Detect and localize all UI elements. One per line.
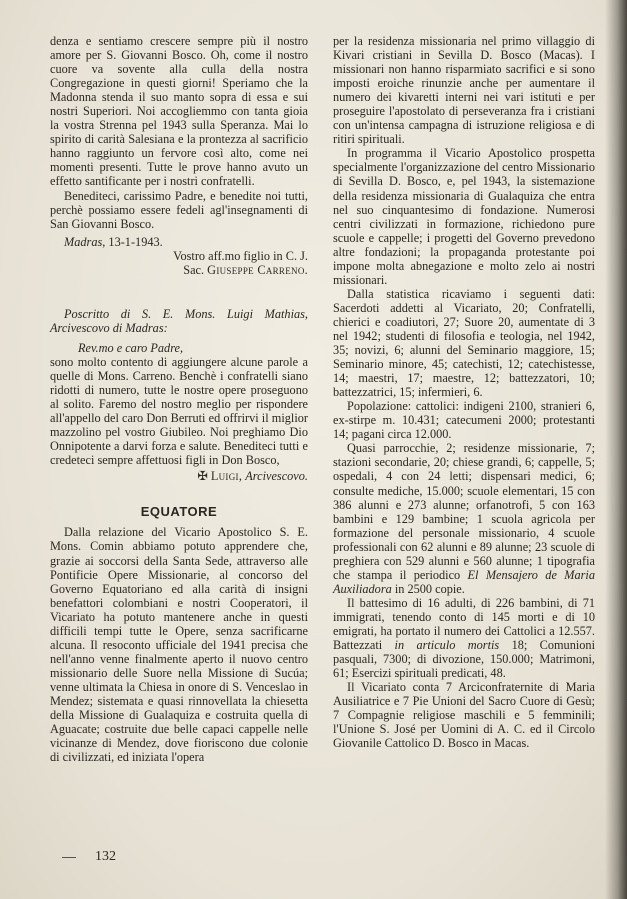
paragraph: denza e sentiamo crescere sempre più il nostro amore per S. Giovanni Bosco. Oh, come il nostro cuore va sovente alla culla della nostra Congregazione in questi giorni! Speriamo che la Madonna stenda il suo manto sopra di essa e sui nostri Superiori. Noi accogliemmo con tanta gioia la vostra Strenna pel 1943 sulla Speranza. Mai lo spirito di carità Salesiana e la prontezza al sacrificio hanno raggiunto un fervore così alto, come nei momenti presenti. Tutte le prove hanno avuto un effetto santificante per i nostri confratelli.: [50, 34, 308, 189]
paragraph: Dalla statistica ricaviamo i seguenti dati: Sacerdoti addetti al Vicariato, 20; Confratelli, chierici e coadiutori, 27; Suore 20, aumentate di 3 nel 1942; studenti di filosofia e teologia, nel 1942, 35; novizi, 6; alunni del Seminario maggiore, 15; Seminario minore, 45; catechisti, 12; catechistesse, 14; maestri, 17; maestre, 12; battezzatori, 10; battezzatrici, 15; infermieri, 6.: [333, 286, 595, 400]
paragraph: In programma il Vicario Apostolico prospetta specialmente l'organizzazione del centro Missionario di Sevilla D. Bosco, e, pel 1943, la sistemazione della residenza missionaria di Gualaquiza che entra nel suo cinquantesimo di fondazione. Numerosi centri civilizzati in formazione, richiedono pure scuole e cappelle; i progetti del Governo prevedono altre fondazioni; la propaganda protestante poi impone molta abnegazione e molto zelo ai nostri missionari.: [333, 146, 595, 287]
letter-signature: Sac. Giuseppe Carreno.: [183, 262, 308, 277]
paragraph: Dalla relazione del Vicario Apostolico S. E. Mons. Comin abbiamo potuto apprendere che, grazie ai soccorsi della Santa Sede, attraverso alle Pontificie Opere Missionarie, al concorso del Governo Equatoriano ed alla carità di insigni benefattori colombiani e nostri Cooperatori, il Vicariato ha potuto mantenere anche in questi difficili tempi tutte le Opere, senza sacrificarne alcuna. Il resoconto ufficiale del 1941 precisa che nell'anno venne finalmente aperto il nuovo centro missionario delle Suore nella Missione di Sucúa; venne ultimata la Chiesa in onore di S. Venceslao in Mendez; sistemata e quasi rinnovellata la chiesetta della Missione di Gualaquiza e costruita quella di Aguacate; costruite due belle capaci cappelle nelle vicinanze di Mendez, dove fioriscono due colonie di civilizzati, ed iniziata l'opera: [50, 525, 308, 765]
section-heading: EQUATORE: [140, 504, 218, 520]
paragraph: per la residenza missionaria nel primo villaggio di Kivari cristiani in Sevilla D. Bosco (Macas). I missionari non hanno risparmiato sacrifici e si sono imposti eroiche rinunzie anche per aumentare il numero dei kivaretti interni nei vari istituti e per proseguire l'apostolato di perseveranza fra i cristiani con un'intensa campagna di istruzione religiosa e di ritiri spirituali.: [333, 34, 595, 147]
postscript-title: Poscritto di S. E. Mons. Luigi Mathias, Arcivescovo di Madras:: [50, 306, 308, 335]
paragraph: Benediteci, carissimo Padre, e benedite noi tutti, perchè possiamo essere fedeli agl'insegnamenti di San Giovanni Bosco.: [50, 188, 308, 231]
paragraph: Quasi parrocchie, 2; residenze missionarie, 7; stazioni secondarie, 20; chiese grandi, 6; cappelle, 5; ospedali, 4 con 24 letti; dispensari medici, 6; consulte mediche, 15.000; scuole elementari, 15 con 386 alunni e 273 alunne; orfanotrofi, 5 con 163 bambini e 129 bambine; 1 scuola agricola per formazione del personale missionario, 4 scuole professionali con 62 alunni e 89 alunne; 23 scuole di preghiera con 529 alunni e 560 alunne; 1 tipografia che stampa il periodico El Mensajero de Maria Auxiliadora in 2500 copie.: [333, 441, 595, 596]
footer-dash: [62, 857, 76, 858]
cross-icon: ✠: [197, 469, 208, 484]
paragraph: Popolazione: cattolici: indigeni 2100, stranieri 6, ex-stirpe m. 10.431; catecumeni 2000; protestanti 14; pagani circa 12.000.: [333, 399, 595, 442]
page-number: 132: [95, 849, 116, 864]
postscript-signature: ✠ Luigi, Arcivescovo.: [197, 469, 308, 484]
postscript-salutation: Rev.mo e caro Padre,: [78, 340, 184, 355]
letter-place-date: Madras, 13-1-1943.: [64, 234, 163, 249]
right-column: [333, 34, 595, 750]
postscript-body: sono molto contento di aggiungere alcune parole a quelle di Mons. Carreno. Benchè i confratelli siano ridotti di numero, tutte le nostre opere proseguono al solito. Faremo del nostro meglio per rispondere all'appello del caro Don Berruti ed offrirvi il miglior mazzolino pel vostro Giubileo. Noi preghiamo Dio Onnipotente a darvi forza e salute. Benediteci tutti e credeteci sempre affettuosi figli in Don Bosco,: [50, 354, 308, 468]
book-spine-shadow: [605, 0, 627, 899]
letter-closing: Vostro aff.mo figlio in C. J.: [173, 248, 308, 263]
paragraph: Il Vicariato conta 7 Arciconfraternite di Maria Ausiliatrice e 7 Pie Unioni del Sacro Cuore di Gesù; 7 Compagnie religiose maschili e 5 femminili; l'Unione S. José per Uomini di A. C. ed il Circolo Giovanile Cattolico D. Bosco in Macas.: [333, 680, 595, 751]
left-column: [50, 34, 308, 764]
paragraph: Il battesimo di 16 adulti, di 226 bambini, di 71 immigrati, tenendo conto di 145 morti e di 10 emigrati, ha portato il numero dei Cattolici a 12.557. Battezzati in articulo mortis 18; Comunioni pasquali, 7300; di divozione, 150.000; Matrimoni, 61; Esercizi spirituali predicati, 48.: [333, 595, 595, 681]
